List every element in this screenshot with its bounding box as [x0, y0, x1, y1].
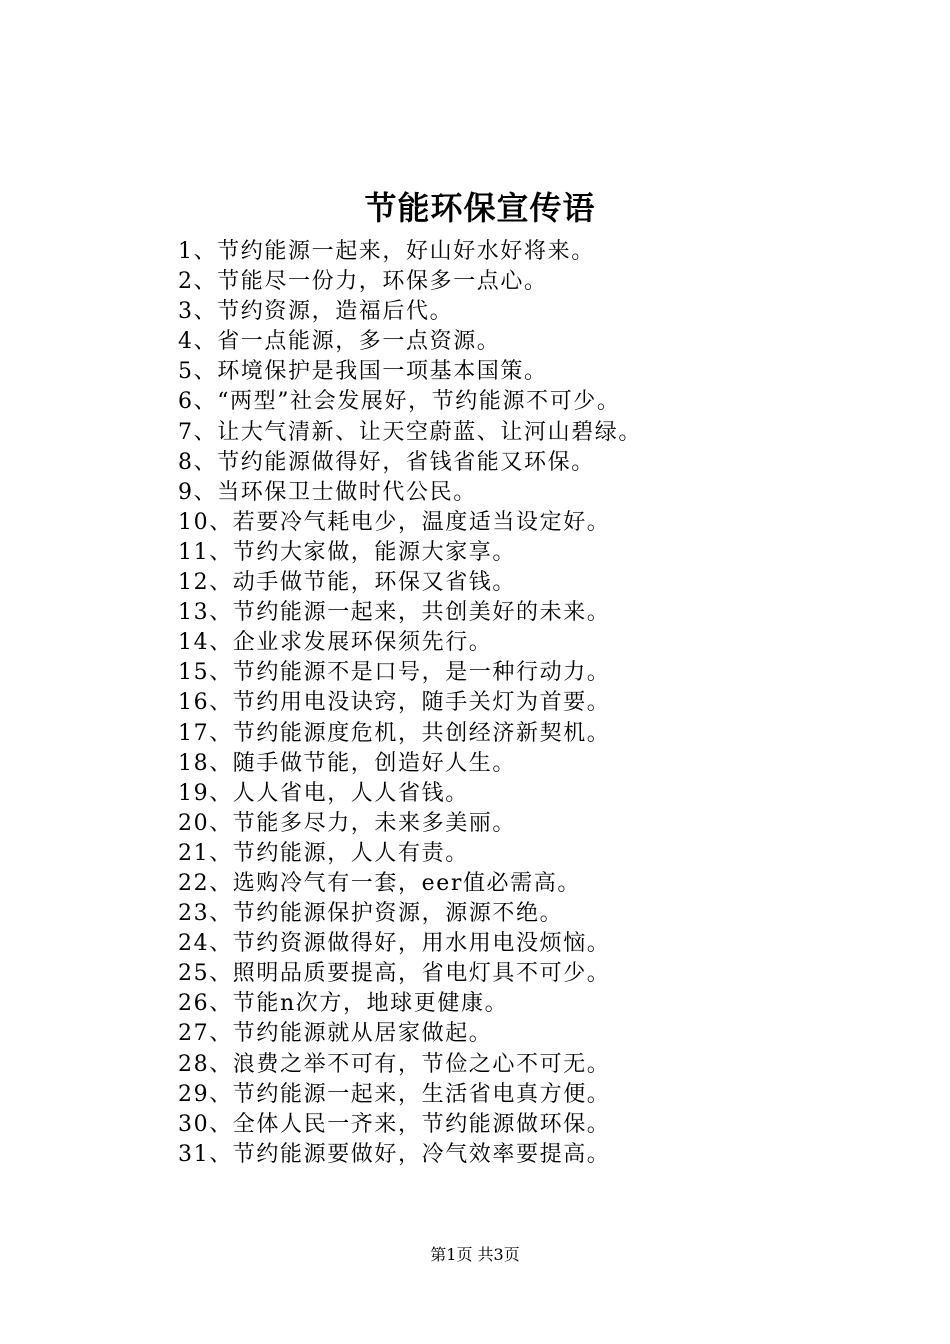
list-item: 19、人人省电，人人省钱。	[178, 780, 469, 806]
list-item: 28、浪费之举不可有，节俭之心不可无。	[178, 1051, 611, 1077]
list-item: 3、节约资源，造福后代。	[178, 299, 454, 325]
list-item: 15、节约能源不是口号，是一种行动力。	[178, 660, 611, 686]
list-item: 18、随手做节能，创造好人生。	[178, 750, 516, 776]
page-number: 第1页 共3页	[430, 1245, 520, 1264]
list-item: 16、节约用电没诀窍，随手关灯为首要。	[178, 690, 611, 716]
list-item: 12、动手做节能，环保又省钱。	[178, 570, 516, 596]
list-item: 13、节约能源一起来，共创美好的未来。	[178, 600, 611, 626]
page-title: 节能环保宣传语	[364, 189, 596, 227]
list-item: 9、当环保卫士做时代公民。	[178, 479, 477, 505]
slogan-list	[178, 237, 642, 1170]
list-item: 20、节能多尽力，未来多美丽。	[178, 810, 516, 836]
list-item: 14、企业求发展环保须先行。	[178, 630, 493, 656]
list-item: 26、节能n次方，地球更健康。	[178, 991, 509, 1017]
list-item: 27、节约能源就从居家做起。	[178, 1021, 493, 1047]
list-item: 21、节约能源，人人有责。	[178, 840, 469, 866]
list-item: 10、若要冷气耗电少，温度适当设定好。	[178, 509, 611, 535]
list-item: 5、环境保护是我国一项基本国策。	[178, 359, 548, 385]
list-item: 24、节约资源做得好，用水用电没烦恼。	[178, 931, 611, 957]
list-item: 30、全体人民一齐来，节约能源做环保。	[178, 1111, 611, 1137]
list-item: 23、节约能源保护资源，源源不绝。	[178, 901, 564, 927]
list-item: 31、节约能源要做好，冷气效率要提高。	[178, 1141, 611, 1167]
list-item: 17、节约能源度危机，共创经济新契机。	[178, 720, 611, 746]
list-item: 22、选购冷气有一套，eer值必需高。	[178, 870, 581, 896]
list-item: 1、节约能源一起来，好山好水好将来。	[178, 239, 595, 264]
list-item: 6、“两型”社会发展好，节约能源不可少。	[178, 389, 621, 415]
list-item: 4、省一点能源，多一点资源。	[178, 329, 501, 355]
list-item: 7、让大气清新、让天空蔚蓝、让河山碧绿。	[178, 419, 642, 445]
list-item: 29、节约能源一起来，生活省电真方便。	[178, 1081, 611, 1107]
list-item: 2、节能尽一份力，环保多一点心。	[178, 269, 548, 295]
list-item: 8、节约能源做得好，省钱省能又环保。	[178, 449, 595, 475]
list-item: 11、节约大家做，能源大家享。	[178, 539, 516, 565]
list-item: 25、照明品质要提高，省电灯具不可少。	[178, 961, 611, 987]
